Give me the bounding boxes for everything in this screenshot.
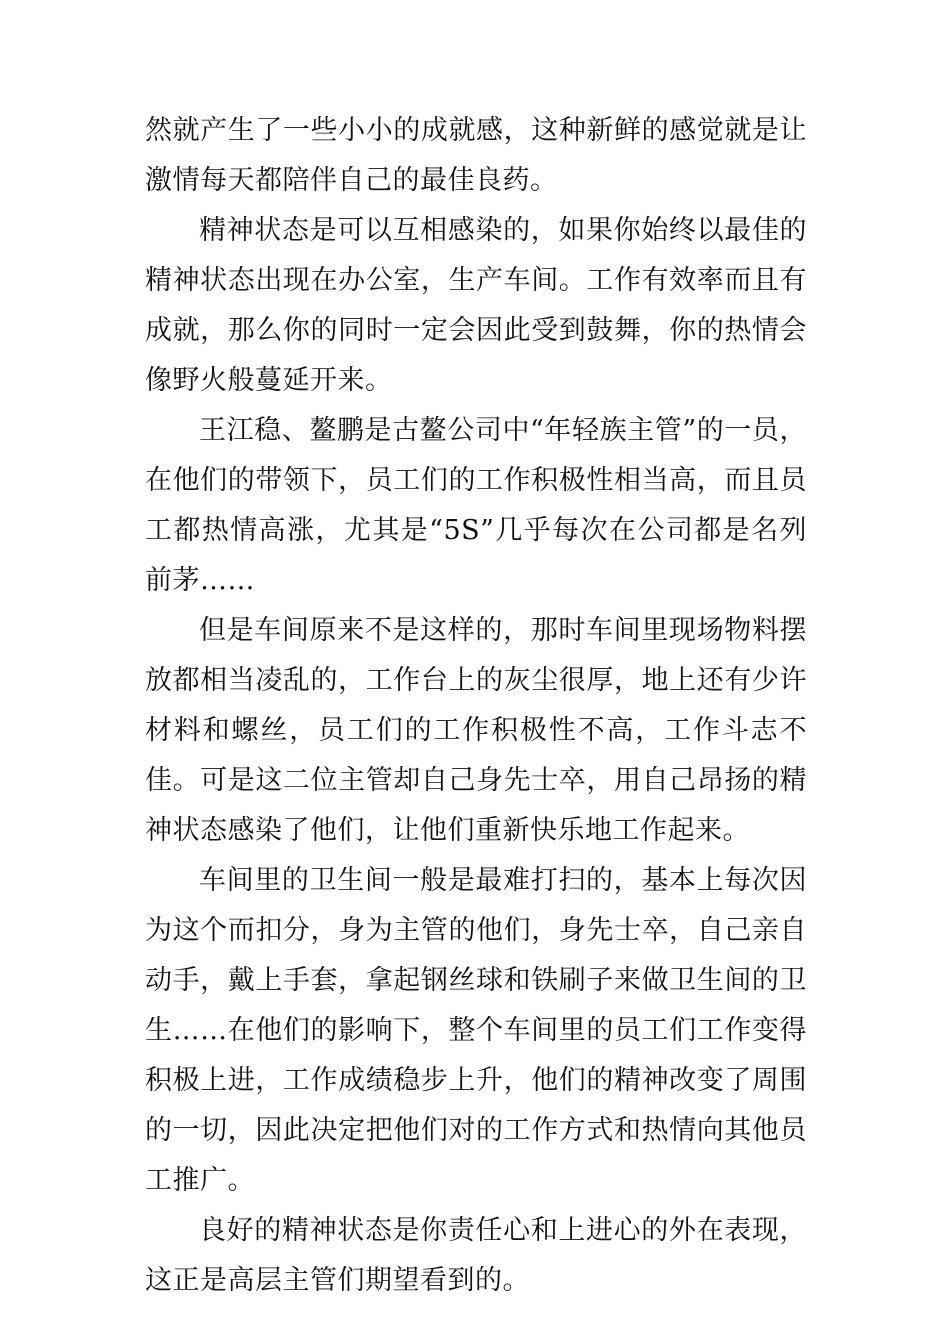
paragraph-6: 良好的精神状态是你责任心和上进心的外在表现，这正是高层主管们期望看到的。 <box>145 1215 807 1296</box>
paragraph-5: 车间里的卫生间一般是最难打扫的，基本上每次因为这个而扣分，身为主管的他们，身先士卒，自己亲自动手，戴上手套，拿起钢丝球和铁刷子来做卫生间的卫生……在他们的影响下，整个车间里的员工们工作变得积极上进，工作成绩稳步上升，他们的精神改变了周围的一切，因此决定把他们对的工作方式和热情向其他员工推广。 <box>145 865 807 1196</box>
paragraph-4: 但是车间原来不是这样的，那时车间里现场物料摆放都相当凌乱的，工作台上的灰尘很厚，地上还有少许材料和螺丝，员工们的工作积极性不高，工作斗志不佳。可是这二位主管却自己身先士卒，用自己昂扬的精神状态感染了他们，让他们重新快乐地工作起来。 <box>145 615 807 846</box>
paragraph-3: 王江稳、鳌鹏是古鳌公司中“年轻族主管”的一员，在他们的带领下，员工们的工作积极性相当高，而且员工都热情高涨，尤其是“5S”几乎每次在公司都是名列前茅…… <box>145 415 807 596</box>
paragraph-2: 精神状态是可以互相感染的，如果你始终以最佳的精神状态出现在办公室，生产车间。工作有效率而且有成就，那么你的同时一定会因此受到鼓舞，你的热情会像野火般蔓延开来。 <box>145 215 807 396</box>
paragraph-1: 然就产生了一些小小的成就感，这种新鲜的感觉就是让激情每天都陪伴自己的最佳良药。 <box>145 115 807 196</box>
document-body <box>145 106 807 1306</box>
